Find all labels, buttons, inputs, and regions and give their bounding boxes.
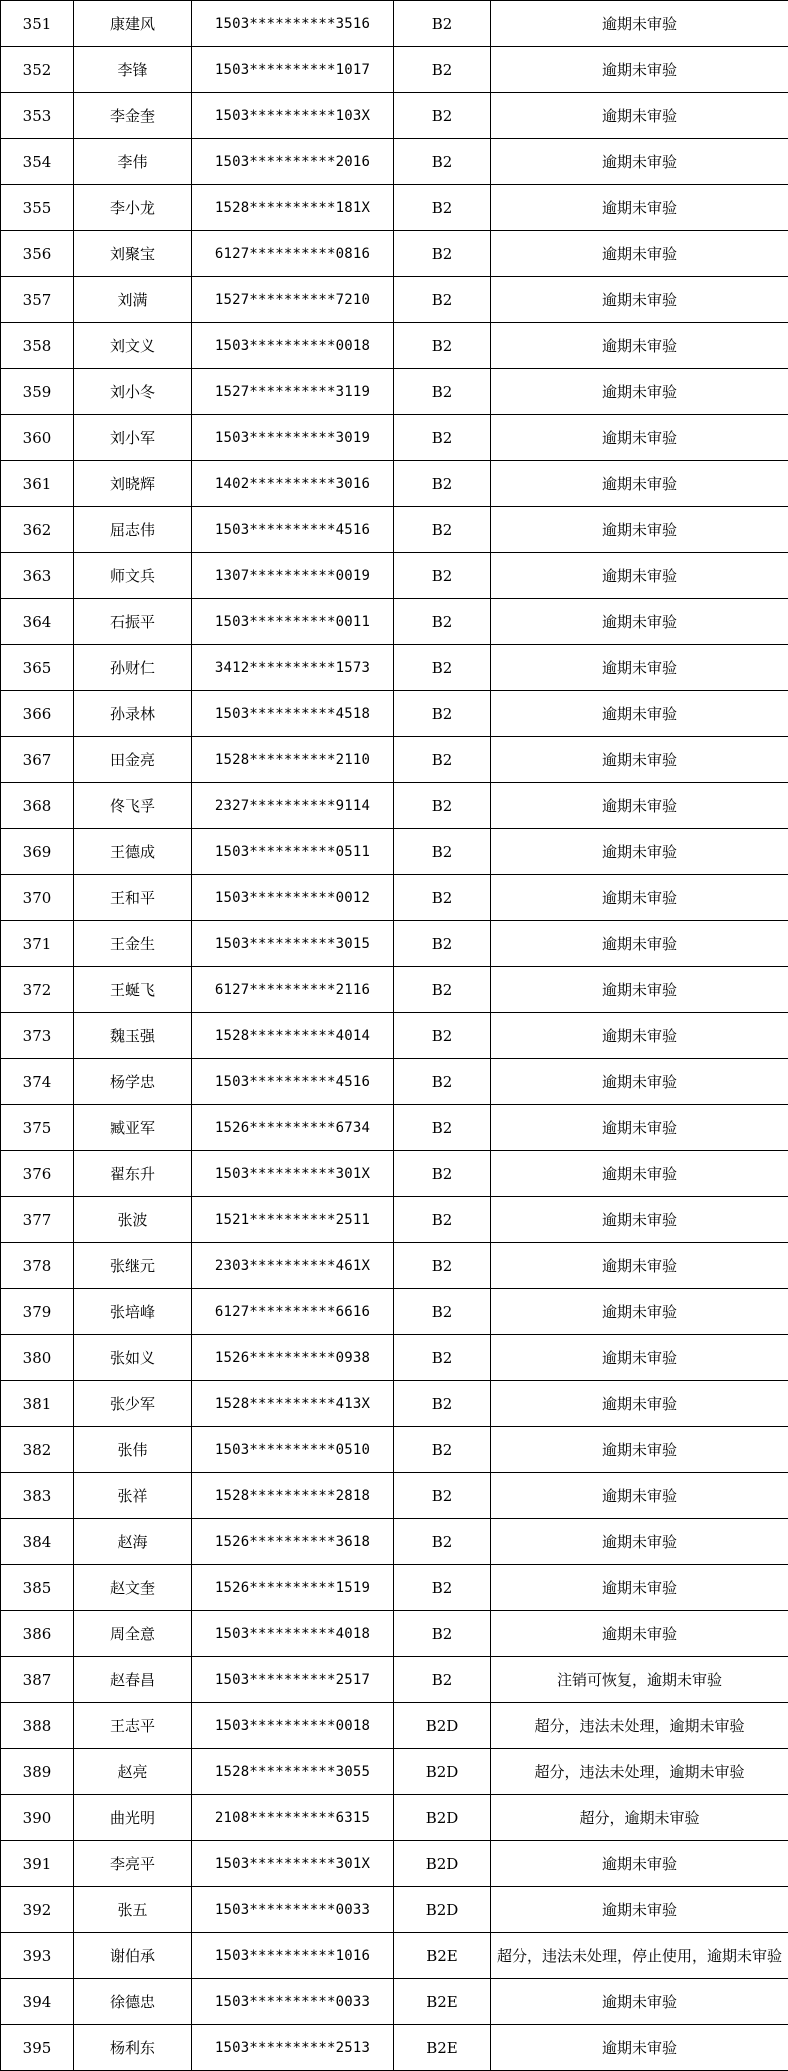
license-class-cell: B2 — [394, 691, 491, 737]
name-cell: 李金奎 — [74, 93, 192, 139]
name-cell: 屈志伟 — [74, 507, 192, 553]
status-cell: 超分，违法未处理，逾期未审验 — [491, 1703, 788, 1749]
license-class-cell: B2 — [394, 1565, 491, 1611]
row-number-cell: 386 — [1, 1611, 74, 1657]
license-class-cell: B2 — [394, 967, 491, 1013]
license-class-cell: B2 — [394, 1381, 491, 1427]
license-class-cell: B2 — [394, 645, 491, 691]
name-cell: 张波 — [74, 1197, 192, 1243]
status-cell: 逾期未审验 — [491, 1151, 788, 1197]
name-cell: 刘聚宝 — [74, 231, 192, 277]
license-class-cell: B2D — [394, 1841, 491, 1887]
row-number-cell: 368 — [1, 783, 74, 829]
status-cell: 逾期未审验 — [491, 737, 788, 783]
license-class-cell: B2 — [394, 1519, 491, 1565]
id-number-cell: 1503**********1016 — [192, 1933, 394, 1979]
row-number-cell: 376 — [1, 1151, 74, 1197]
status-cell: 逾期未审验 — [491, 1013, 788, 1059]
id-number-cell: 2327**********9114 — [192, 783, 394, 829]
status-cell: 逾期未审验 — [491, 2025, 788, 2071]
license-class-cell: B2 — [394, 599, 491, 645]
name-cell: 李锋 — [74, 47, 192, 93]
row-number-cell: 359 — [1, 369, 74, 415]
status-cell: 逾期未审验 — [491, 1519, 788, 1565]
license-class-cell: B2 — [394, 231, 491, 277]
status-cell: 逾期未审验 — [491, 1427, 788, 1473]
row-number-cell: 377 — [1, 1197, 74, 1243]
row-number-cell: 391 — [1, 1841, 74, 1887]
license-class-cell: B2 — [394, 415, 491, 461]
license-class-cell: B2E — [394, 1979, 491, 2025]
id-number-cell: 1503**********4516 — [192, 507, 394, 553]
id-number-cell: 1526**********0938 — [192, 1335, 394, 1381]
name-cell: 张如义 — [74, 1335, 192, 1381]
status-cell: 逾期未审验 — [491, 921, 788, 967]
name-cell: 张五 — [74, 1887, 192, 1933]
name-cell: 张少军 — [74, 1381, 192, 1427]
row-number-cell: 383 — [1, 1473, 74, 1519]
name-cell: 谢伯承 — [74, 1933, 192, 1979]
name-cell: 魏玉强 — [74, 1013, 192, 1059]
status-cell: 逾期未审验 — [491, 231, 788, 277]
id-number-cell: 2303**********461X — [192, 1243, 394, 1289]
name-cell: 孙财仁 — [74, 645, 192, 691]
status-cell: 逾期未审验 — [491, 1289, 788, 1335]
name-cell: 田金亮 — [74, 737, 192, 783]
name-cell: 曲光明 — [74, 1795, 192, 1841]
status-cell: 逾期未审验 — [491, 691, 788, 737]
license-class-cell: B2E — [394, 2025, 491, 2071]
name-cell: 赵亮 — [74, 1749, 192, 1795]
id-number-cell: 1526**********3618 — [192, 1519, 394, 1565]
row-number-cell: 395 — [1, 2025, 74, 2071]
license-class-cell: B2 — [394, 921, 491, 967]
id-number-cell: 1503**********0510 — [192, 1427, 394, 1473]
name-cell: 王金生 — [74, 921, 192, 967]
row-number-cell: 363 — [1, 553, 74, 599]
license-class-cell: B2 — [394, 829, 491, 875]
name-cell: 杨学忠 — [74, 1059, 192, 1105]
row-number-cell: 380 — [1, 1335, 74, 1381]
name-cell: 王和平 — [74, 875, 192, 921]
row-number-cell: 362 — [1, 507, 74, 553]
row-number-cell: 379 — [1, 1289, 74, 1335]
name-cell: 刘文义 — [74, 323, 192, 369]
row-number-cell: 392 — [1, 1887, 74, 1933]
status-cell: 注销可恢复，逾期未审验 — [491, 1657, 788, 1703]
id-number-cell: 3412**********1573 — [192, 645, 394, 691]
license-class-cell: B2D — [394, 1795, 491, 1841]
id-number-cell: 1503**********0033 — [192, 1887, 394, 1933]
license-class-cell: B2 — [394, 1013, 491, 1059]
license-class-cell: B2D — [394, 1749, 491, 1795]
row-number-cell: 366 — [1, 691, 74, 737]
name-cell: 李亮平 — [74, 1841, 192, 1887]
id-number-cell: 1402**********3016 — [192, 461, 394, 507]
row-number-cell: 354 — [1, 139, 74, 185]
name-cell: 刘满 — [74, 277, 192, 323]
row-number-cell: 365 — [1, 645, 74, 691]
id-number-cell: 1528**********2110 — [192, 737, 394, 783]
id-number-cell: 1503**********3015 — [192, 921, 394, 967]
license-class-cell: B2 — [394, 1611, 491, 1657]
row-number-cell: 367 — [1, 737, 74, 783]
id-number-cell: 1503**********3019 — [192, 415, 394, 461]
license-class-cell: B2 — [394, 93, 491, 139]
license-class-cell: B2 — [394, 1059, 491, 1105]
name-cell: 赵春昌 — [74, 1657, 192, 1703]
license-class-cell: B2 — [394, 369, 491, 415]
license-class-cell: B2 — [394, 1289, 491, 1335]
row-number-cell: 364 — [1, 599, 74, 645]
id-number-cell: 1521**********2511 — [192, 1197, 394, 1243]
name-cell: 赵文奎 — [74, 1565, 192, 1611]
license-class-cell: B2 — [394, 1335, 491, 1381]
id-number-cell: 1503**********301X — [192, 1841, 394, 1887]
license-class-cell: B2 — [394, 461, 491, 507]
id-number-cell: 1503**********0033 — [192, 1979, 394, 2025]
id-number-cell: 1528**********2818 — [192, 1473, 394, 1519]
status-cell: 逾期未审验 — [491, 599, 788, 645]
status-cell: 逾期未审验 — [491, 1565, 788, 1611]
name-cell: 刘晓辉 — [74, 461, 192, 507]
id-number-cell: 1528**********413X — [192, 1381, 394, 1427]
id-number-cell: 2108**********6315 — [192, 1795, 394, 1841]
name-cell: 李伟 — [74, 139, 192, 185]
id-number-cell: 1503**********4516 — [192, 1059, 394, 1105]
row-number-cell: 361 — [1, 461, 74, 507]
row-number-cell: 387 — [1, 1657, 74, 1703]
status-cell: 逾期未审验 — [491, 1197, 788, 1243]
name-cell: 佟飞孚 — [74, 783, 192, 829]
id-number-cell: 1528**********4014 — [192, 1013, 394, 1059]
license-class-cell: B2D — [394, 1703, 491, 1749]
row-number-cell: 358 — [1, 323, 74, 369]
status-cell: 逾期未审验 — [491, 185, 788, 231]
status-cell: 超分，逾期未审验 — [491, 1795, 788, 1841]
row-number-cell: 357 — [1, 277, 74, 323]
row-number-cell: 370 — [1, 875, 74, 921]
status-cell: 逾期未审验 — [491, 1105, 788, 1151]
name-cell: 王蜒飞 — [74, 967, 192, 1013]
id-number-cell: 1503**********2513 — [192, 2025, 394, 2071]
row-number-cell: 393 — [1, 1933, 74, 1979]
status-cell: 逾期未审验 — [491, 829, 788, 875]
id-number-cell: 1526**********1519 — [192, 1565, 394, 1611]
row-number-cell: 382 — [1, 1427, 74, 1473]
license-class-cell: B2 — [394, 737, 491, 783]
id-number-cell: 1503**********0011 — [192, 599, 394, 645]
license-class-cell: B2 — [394, 875, 491, 921]
id-number-cell: 1503**********0012 — [192, 875, 394, 921]
license-class-cell: B2 — [394, 47, 491, 93]
row-number-cell: 353 — [1, 93, 74, 139]
row-number-cell: 351 — [1, 1, 74, 47]
license-class-cell: B2 — [394, 1105, 491, 1151]
name-cell: 李小龙 — [74, 185, 192, 231]
id-number-cell: 1503**********0018 — [192, 1703, 394, 1749]
license-class-cell: B2E — [394, 1933, 491, 1979]
license-class-cell: B2 — [394, 185, 491, 231]
license-class-cell: B2 — [394, 1151, 491, 1197]
row-number-cell: 372 — [1, 967, 74, 1013]
name-cell: 石振平 — [74, 599, 192, 645]
row-number-cell: 375 — [1, 1105, 74, 1151]
id-number-cell: 1307**********0019 — [192, 553, 394, 599]
license-class-cell: B2 — [394, 507, 491, 553]
row-number-cell: 360 — [1, 415, 74, 461]
row-number-cell: 388 — [1, 1703, 74, 1749]
status-cell: 超分，违法未处理，停止使用，逾期未审验 — [491, 1933, 788, 1979]
id-number-cell: 1526**********6734 — [192, 1105, 394, 1151]
name-cell: 臧亚军 — [74, 1105, 192, 1151]
row-number-cell: 374 — [1, 1059, 74, 1105]
id-number-cell: 1503**********3516 — [192, 1, 394, 47]
name-cell: 王志平 — [74, 1703, 192, 1749]
id-number-cell: 1503**********0511 — [192, 829, 394, 875]
license-class-cell: B2 — [394, 1427, 491, 1473]
status-cell: 逾期未审验 — [491, 1473, 788, 1519]
row-number-cell: 394 — [1, 1979, 74, 2025]
status-cell: 超分，违法未处理，逾期未审验 — [491, 1749, 788, 1795]
status-cell: 逾期未审验 — [491, 1611, 788, 1657]
status-cell: 逾期未审验 — [491, 1059, 788, 1105]
name-cell: 周全意 — [74, 1611, 192, 1657]
status-cell: 逾期未审验 — [491, 1841, 788, 1887]
id-number-cell: 1503**********4018 — [192, 1611, 394, 1657]
status-cell: 逾期未审验 — [491, 645, 788, 691]
id-number-cell: 1527**********7210 — [192, 277, 394, 323]
status-cell: 逾期未审验 — [491, 415, 788, 461]
status-cell: 逾期未审验 — [491, 967, 788, 1013]
status-cell: 逾期未审验 — [491, 875, 788, 921]
name-cell: 翟东升 — [74, 1151, 192, 1197]
name-cell: 孙录林 — [74, 691, 192, 737]
license-class-cell: B2 — [394, 553, 491, 599]
status-cell: 逾期未审验 — [491, 323, 788, 369]
name-cell: 赵海 — [74, 1519, 192, 1565]
id-number-cell: 1503**********301X — [192, 1151, 394, 1197]
row-number-cell: 355 — [1, 185, 74, 231]
status-cell: 逾期未审验 — [491, 783, 788, 829]
id-number-cell: 1503**********1017 — [192, 47, 394, 93]
row-number-cell: 385 — [1, 1565, 74, 1611]
id-number-cell: 1528**********181X — [192, 185, 394, 231]
row-number-cell: 356 — [1, 231, 74, 277]
name-cell: 师文兵 — [74, 553, 192, 599]
status-cell: 逾期未审验 — [491, 553, 788, 599]
license-class-cell: B2 — [394, 1657, 491, 1703]
name-cell: 杨利东 — [74, 2025, 192, 2071]
name-cell: 刘小军 — [74, 415, 192, 461]
id-number-cell: 1528**********3055 — [192, 1749, 394, 1795]
license-class-cell: B2 — [394, 1, 491, 47]
name-cell: 张培峰 — [74, 1289, 192, 1335]
id-number-cell: 6127**********6616 — [192, 1289, 394, 1335]
row-number-cell: 384 — [1, 1519, 74, 1565]
license-class-cell: B2 — [394, 277, 491, 323]
status-cell: 逾期未审验 — [491, 47, 788, 93]
row-number-cell: 390 — [1, 1795, 74, 1841]
status-cell: 逾期未审验 — [491, 93, 788, 139]
name-cell: 张祥 — [74, 1473, 192, 1519]
row-number-cell: 389 — [1, 1749, 74, 1795]
row-number-cell: 371 — [1, 921, 74, 967]
status-cell: 逾期未审验 — [491, 1335, 788, 1381]
row-number-cell: 369 — [1, 829, 74, 875]
name-cell: 刘小冬 — [74, 369, 192, 415]
id-number-cell: 1503**********103X — [192, 93, 394, 139]
id-number-cell: 1503**********0018 — [192, 323, 394, 369]
row-number-cell: 352 — [1, 47, 74, 93]
license-class-cell: B2 — [394, 1473, 491, 1519]
name-cell: 张伟 — [74, 1427, 192, 1473]
name-cell: 徐德忠 — [74, 1979, 192, 2025]
license-class-cell: B2D — [394, 1887, 491, 1933]
row-number-cell: 381 — [1, 1381, 74, 1427]
license-class-cell: B2 — [394, 1243, 491, 1289]
license-class-cell: B2 — [394, 1197, 491, 1243]
id-number-cell: 6127**********0816 — [192, 231, 394, 277]
status-cell: 逾期未审验 — [491, 277, 788, 323]
status-cell: 逾期未审验 — [491, 1887, 788, 1933]
status-cell: 逾期未审验 — [491, 139, 788, 185]
license-class-cell: B2 — [394, 139, 491, 185]
row-number-cell: 378 — [1, 1243, 74, 1289]
id-number-cell: 1503**********2517 — [192, 1657, 394, 1703]
status-cell: 逾期未审验 — [491, 1381, 788, 1427]
status-cell: 逾期未审验 — [491, 1, 788, 47]
license-class-cell: B2 — [394, 783, 491, 829]
id-number-cell: 1527**********3119 — [192, 369, 394, 415]
row-number-cell: 373 — [1, 1013, 74, 1059]
status-cell: 逾期未审验 — [491, 461, 788, 507]
status-cell: 逾期未审验 — [491, 1979, 788, 2025]
id-number-cell: 1503**********2016 — [192, 139, 394, 185]
name-cell: 张继元 — [74, 1243, 192, 1289]
status-cell: 逾期未审验 — [491, 1243, 788, 1289]
license-class-cell: B2 — [394, 323, 491, 369]
status-cell: 逾期未审验 — [491, 369, 788, 415]
name-cell: 王德成 — [74, 829, 192, 875]
id-number-cell: 1503**********4518 — [192, 691, 394, 737]
id-number-cell: 6127**********2116 — [192, 967, 394, 1013]
name-cell: 康建风 — [74, 1, 192, 47]
status-cell: 逾期未审验 — [491, 507, 788, 553]
